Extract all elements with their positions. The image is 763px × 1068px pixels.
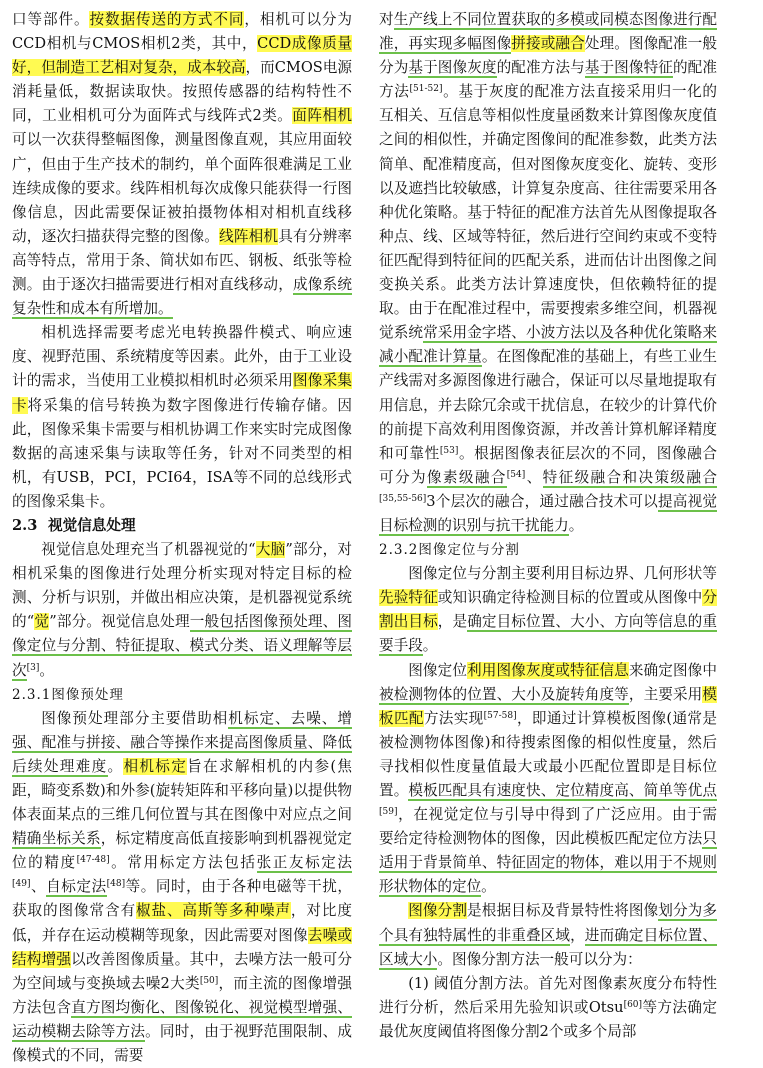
underline: 确定目标位置、大小、方向等信息的重要手段 bbox=[379, 613, 717, 655]
highlight: CCD成像质量好，但制造工艺相对复杂，成本较高 bbox=[12, 35, 352, 77]
citation: [47-48] bbox=[76, 855, 110, 866]
highlight: 图像分割 bbox=[408, 902, 468, 920]
paragraph-threshold-method: (1) 阈值分割方法。首先对图像素灰度分布特性进行分析，然后采用先验知识或Otsu[60]等方法确定最优灰度阈值将图像分割2个或多个局部 bbox=[379, 974, 717, 1040]
underline: 划分为多个具有独特属性的非重叠区域 bbox=[379, 902, 717, 944]
underline: 自标定法 bbox=[46, 878, 107, 896]
highlight: 图像采集卡 bbox=[12, 372, 352, 414]
paragraph-registration: 对生产线上不同位置获取的多模或同模态图像进行配准，再实现多幅图像拼接或融合处理。图像配准一般分为基于图像灰度的配准方法与基于图像特征的配准方法[51-52]。基于灰度的配准方法直接采用归一化的互相关、互信息等相似性度量函数来计算图像灰度值之间的相似性，并确定图像间的配准参数，此类方法简单、配准精度高，但对图像灰度变化、旋转、变形以及遮挡比较敏感，计算复杂度高、往往需要采用各种优化策略。基于特征的配准方法首先从图像提取各种点、线、区域等特征，然后进行空间约束或不变特征匹配得到特征间的匹配关系，进而估计出图像之间变换关系。此类方法计算速度快，但依赖特征的提取。由于在配准过程中，需要搜索多维空间，机器视觉系统常采用金字塔、小波方法以及各种优化策略来减小配准计算量。在图像配准的基础上，有些工业生产线需对多源图像进行融合，保证可以尽量地提取有用信息，并去除冗余或干扰信息，在较少的计算代价的前提下高效利用图像资源，并改善计算机解译精度和可靠性[53]。根据图像表征层次的不同，图像融合可分为像素级融合[54]、特征级融合和决策级融合[35,55-56]3个层次的融合，通过融合技术可以提高视觉目标检测的识别与抗干扰能力。 bbox=[379, 11, 717, 534]
highlight: 分割出目标 bbox=[379, 589, 717, 631]
citation: [35,55-56] bbox=[379, 493, 427, 504]
underline: 模板匹配具有速度快、定位精度高、简单等优点 bbox=[408, 782, 717, 799]
highlight: 按数据传送的方式不同 bbox=[89, 11, 245, 28]
underline: 生产线上不同位置获取的多模或同模态图像进行配准，再实现多幅图像 bbox=[379, 11, 717, 53]
underline: 精确坐标关系 bbox=[12, 830, 101, 848]
paragraph-template-matching: 图像定位利用图像灰度或特征信息来确定图像中被检测物体的位置、大小及旋转角度等，主要采用模板匹配方法实现[57-58]，即通过计算模板图像(通常是被检测物体图像)和待搜索图像的相似性度量，然后寻找相似性度量值最大或最小匹配位置即是目标位置。模板匹配具有速度快、定位精度高、简单等优点[59]，在视觉定位与引导中得到了广泛应用。由于需要给定待检测物体的图像，因此模板匹配定位方法只适用于背景简单、特征固定的物体，难以用于不规则形状物体的定位。 bbox=[379, 661, 717, 896]
paragraph-localization-intro: 图像定位与分割主要利用目标边界、几何形状等先验特征或知识确定待检测目标的位置或从图像中分割出目标，是确定目标位置、大小、方向等信息的重要手段。 bbox=[379, 565, 717, 655]
citation: [53] bbox=[439, 445, 459, 456]
section-heading-2-3: 2.3 视觉信息处理 bbox=[12, 516, 136, 534]
right-column bbox=[379, 8, 717, 1044]
highlight: 先验特征 bbox=[379, 589, 438, 607]
highlight: 大脑 bbox=[255, 541, 286, 559]
paragraph-camera-types: 口等部件。按数据传送的方式不同，相机可以分为CCD相机与CMOS相机2类，其中，CCD成像质量好，但制造工艺相对复杂，成本较高，而CMOS电源消耗量低，数据读取快。按照传感器的结构特性不同，工业相机可分为面阵式与线阵式2类。面阵相机可以一次获得整幅图像，测量图像直观，其应用面较广，但由于生产技术的制约，单个面阵很难满足工业连续成像的要求。线阵相机每次成像只能获得一行图像信息，因此需要保证被拍摄物体相对相机直线移动，逐次扫描获得完整的图像。线阵相机具有分辨率高等特点，常用于条、简状如布匹、钢板、纸张等检测。由于逐次扫描需要进行相对直线移动，成像系统复杂性和成本有所增加。 bbox=[12, 11, 352, 318]
citation: [49] bbox=[12, 879, 31, 890]
underline: 只适用于背景简单、特征固定的物体，难以用于不规则形状物体的定位 bbox=[379, 830, 717, 896]
citation: [60] bbox=[623, 999, 643, 1010]
citation: [50] bbox=[199, 975, 219, 986]
highlight: 线阵相机 bbox=[219, 227, 279, 245]
highlight: 椒盐、高斯等多种噪声 bbox=[135, 902, 291, 920]
underline: 进而确定目标位置、区域大小 bbox=[379, 926, 717, 968]
underline: 特征级融合和决策级融合 bbox=[542, 468, 717, 486]
underline: 被检测物体的位置、大小及旋转角度等 bbox=[379, 685, 629, 703]
underline: 基于图像灰度 bbox=[408, 59, 497, 77]
highlight: 面阵相机 bbox=[292, 107, 352, 125]
paragraph-visual-processing: 视觉信息处理充当了机器视觉的“大脑”部分，对相机采集的图像进行处理分析实现对特定目标的检测、分析与识别，并做出相应决策，是机器视觉系统的“觉”部分。视觉信息处理一般包括图像预处理、图像定位与分割、特征提取、模式分类、语义理解等层次[3]。 bbox=[12, 541, 352, 679]
underline: 基于图像特征 bbox=[584, 59, 673, 77]
citation: [57-58] bbox=[483, 710, 517, 721]
underline: 成像系统复杂性和成本有所增加。 bbox=[12, 276, 352, 318]
highlight: 觉 bbox=[34, 613, 50, 631]
underline: 张正友标定法 bbox=[256, 854, 352, 872]
paragraph-preprocessing: 图像预处理部分主要借助相机标定、去噪、增强、配准与拼接、融合等操作来提高图像质量、降低后续处理难度。相机标定旨在求解相机的内参(焦距，畸变系数)和外参(旋转矩阵和平移向量)以提供物体表面某点的三维几何位置与其在图像中对应点之间精确坐标关系，标定精度高低直接影响到机器视觉定位的精度[47-48]。常用标定方法包括张正友标定法[49]、自标定法[48]等。同时，由于各种电磁等干扰，获取的图像常含有椒盐、高斯等多种噪声，对比度低，并存在运动模糊等现象，因此需要对图像去噪或结构增强以改善图像质量。其中，去噪方法一般可分为空间域与变换域去噪2大类[50]，而主流的图像增强方法包含直方图均衡化、图像锐化、视觉模型增强、运动模糊去除等方法。同时，由于视野范围限制、成像模式的不同，需要 bbox=[12, 709, 352, 1065]
section-heading-2-3-2: 2.3.2图像定位与分割 bbox=[379, 542, 520, 559]
highlight: 利用图像灰度或特征信息 bbox=[467, 661, 629, 679]
paragraph-segmentation: 图像分割是根据目标及背景特性将图像划分为多个具有独特属性的非重叠区域，进而确定目标位置、区域大小。图像分割方法一般可以分为： bbox=[379, 902, 717, 968]
paragraph-camera-selection: 相机选择需要考虑光电转换器件模式、响应速度、视野范围、系统精度等因素。此外，由于工业设计的需求，当使用工业模拟相机时必须采用图像采集卡将采集的信号转换为数字图像进行传输存储。因此，图像采集卡需要与相机协调工作来实时完成图像数据的高速采集与读取等任务，针对不同类型的相机，有USB，PCI，PCI64，ISA等不同的总线形式的图像采集卡。 bbox=[12, 324, 352, 510]
left-column bbox=[12, 8, 352, 1068]
underline: 提高视觉目标检测的识别与抗干扰能力 bbox=[379, 492, 717, 534]
highlight: 相机标定 bbox=[123, 757, 188, 775]
citation: [3] bbox=[26, 662, 40, 673]
citation: [59] bbox=[379, 807, 398, 818]
citation: [54] bbox=[506, 469, 526, 480]
section-heading-2-3-1: 2.3.1图像预处理 bbox=[12, 686, 124, 703]
citation: [48] bbox=[106, 879, 126, 890]
highlight: 模板匹配 bbox=[379, 685, 717, 727]
underline: 常采用金字塔、小波方法以及各种优化策略来减小配准计算量 bbox=[379, 324, 717, 366]
underline: 直方图均衡化、图像锐化、视觉模型增强、运动模糊去除等方法 bbox=[12, 998, 352, 1040]
underline: 一般包括图像预处理、图像定位与分割、特征提取、模式分类、语义理解等层次 bbox=[12, 613, 352, 679]
highlight: 拼接或融合 bbox=[511, 35, 585, 53]
highlight: 去噪或结构增强 bbox=[12, 926, 352, 968]
underline: 机标定、去噪、增强、配准与拼接、融合等操作来提高图像质量、降低后续处理难度 bbox=[12, 709, 352, 775]
citation: [51-52] bbox=[409, 84, 443, 95]
underline: 像素级融合 bbox=[426, 468, 507, 486]
